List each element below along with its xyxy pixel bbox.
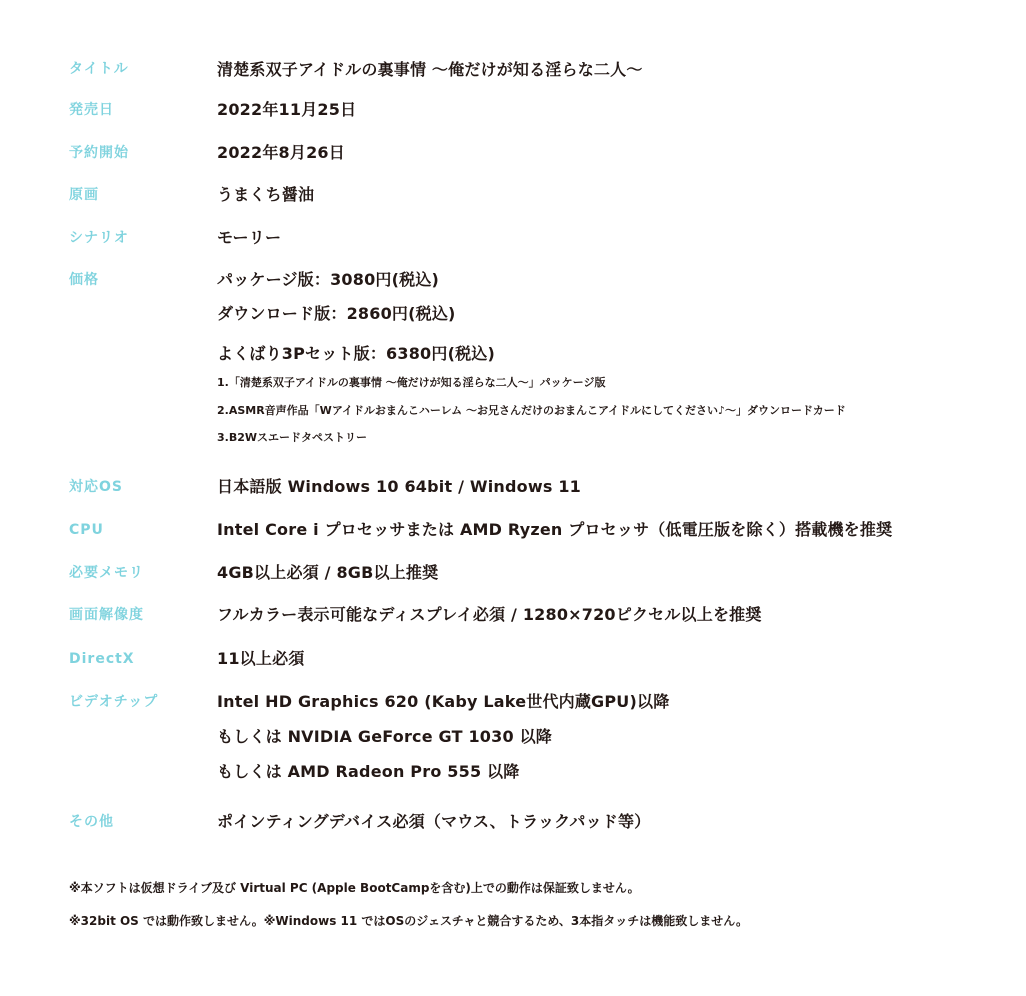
value-release: 2022年11月25日 [217,100,357,119]
label-os: 対応OS [69,479,123,495]
value-os: 日本語版 Windows 10 64bit / Windows 11 [217,477,581,496]
label-preorder: 予約開始 [69,145,129,161]
price-download: ダウンロード版：2860円(税込) [217,304,456,323]
set-item: 2.ASMR音声作品「Wアイドルおまんこハーレム 〜お兄さんだけのおまんこアイドルにしてください♪〜」ダウンロードカード [217,404,846,417]
label-title: タイトル [69,61,129,77]
set-item: 3.B2Wスエードタペストリー [217,431,368,444]
label-release: 発売日 [69,102,114,118]
footnote: ※32bit OS では動作致しません。※Windows 11 ではOSのジェスチャと競合するため、3本指タッチは機能致しません。 [69,914,748,928]
label-memory: 必要メモリ [69,565,144,581]
value-video-line: もしくは NVIDIA GeForce GT 1030 以降 [217,727,552,746]
value-cpu: Intel Core i プロセッサまたは AMD Ryzen プロセッサ（低電圧版を除く）搭載機を推奨 [217,520,893,539]
label-directx: DirectX [69,651,135,667]
price-set: よくばり3Pセット版：6380円(税込) [217,344,496,363]
set-item: 1.「清楚系双子アイドルの裏事情 〜俺だけが知る淫らな二人〜」パッケージ版 [217,376,606,389]
value-memory: 4GB以上必須 / 8GB以上推奨 [217,563,439,582]
value-title: 清楚系双子アイドルの裏事情 〜俺だけが知る淫らな二人〜 [217,60,643,79]
value-resolution: フルカラー表示可能なディスプレイ必須 / 1280×720ピクセル以上を推奨 [217,605,762,624]
price-package: パッケージ版：3080円(税込) [217,270,440,289]
value-video-line: Intel HD Graphics 620 (Kaby Lake世代内蔵GPU)以降 [217,692,670,711]
value-artist: うまくち醤油 [217,185,315,204]
label-resolution: 画面解像度 [69,607,144,623]
label-artist: 原画 [69,187,99,203]
value-other: ポインティングデバイス必須（マウス、トラックパッド等） [217,812,651,831]
label-cpu: CPU [69,522,104,538]
label-video: ビデオチップ [69,694,159,710]
value-directx: 11以上必須 [217,649,305,668]
footnote: ※本ソフトは仮想ドライブ及び Virtual PC (Apple BootCampを含む)上での動作は保証致しません。 [69,881,640,895]
label-scenario: シナリオ [69,230,129,246]
value-preorder: 2022年8月26日 [217,143,345,162]
label-price: 価格 [69,272,99,288]
label-other: その他 [69,814,114,830]
value-video-line: もしくは AMD Radeon Pro 555 以降 [217,762,520,781]
value-scenario: モーリー [217,228,282,247]
